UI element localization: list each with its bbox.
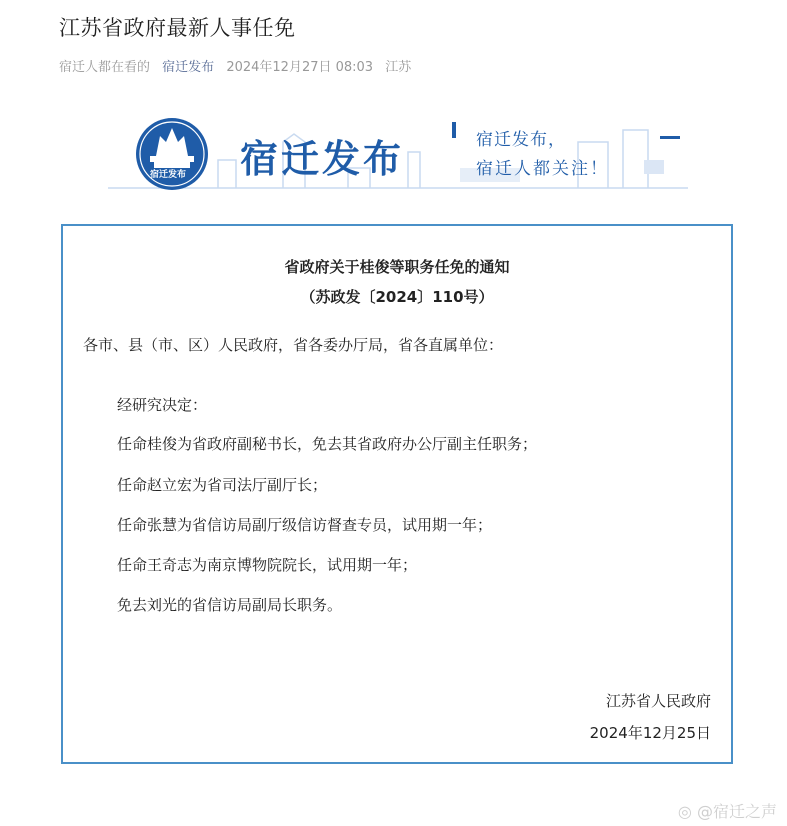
notice-item: 任命王奇志为南京博物院院长，试用期一年； bbox=[117, 556, 418, 574]
article-meta bbox=[59, 56, 419, 75]
slogan-line-1: 宿迁发布， bbox=[476, 130, 566, 150]
notice-decision: 经研究决定： bbox=[117, 396, 208, 414]
meta-source: 宿迁人都在看的 bbox=[59, 60, 151, 75]
notice-item: 任命赵立宏为省司法厅副厅长； bbox=[117, 476, 328, 494]
notice-addressee: 各市、县（市、区）人民政府，省各委办厅局，省各直属单位： bbox=[83, 336, 504, 354]
notice-date: 2024年12月25日 bbox=[589, 724, 711, 742]
watermark bbox=[678, 799, 777, 822]
weibo-icon: ◎ bbox=[677, 802, 692, 821]
logo-label: 宿迁发布 bbox=[150, 170, 187, 180]
banner-graphic bbox=[108, 112, 688, 194]
account-link[interactable]: 宿迁发布 bbox=[162, 60, 215, 75]
slogan-line-2: 宿迁人都关注！ bbox=[476, 159, 609, 179]
meta-datetime: 2024年12月27日 08:03 bbox=[226, 60, 374, 75]
notice-item: 免去刘光的省信访局副局长职务。 bbox=[117, 596, 343, 614]
meta-location: 江苏 bbox=[385, 60, 412, 75]
notice-issuer: 江苏省人民政府 bbox=[605, 692, 711, 710]
notice-document bbox=[61, 224, 733, 764]
banner-brand: 宿迁发布 bbox=[240, 137, 405, 181]
notice-item: 任命桂俊为省政府副秘书长，免去其省政府办公厅副主任职务； bbox=[117, 435, 538, 453]
notice-number: （苏政发〔2024〕110号） bbox=[300, 288, 494, 306]
notice-title: 省政府关于桂俊等职务任免的通知 bbox=[284, 258, 510, 276]
notice-item: 任命张慧为省信访局副厅级信访督查专员，试用期一年； bbox=[117, 516, 493, 534]
notice-title-block bbox=[63, 252, 731, 312]
article-title: 江苏省政府最新人事任免 bbox=[59, 16, 296, 40]
watermark-text: @宿迁之声 bbox=[696, 802, 777, 821]
account-banner bbox=[108, 112, 688, 194]
